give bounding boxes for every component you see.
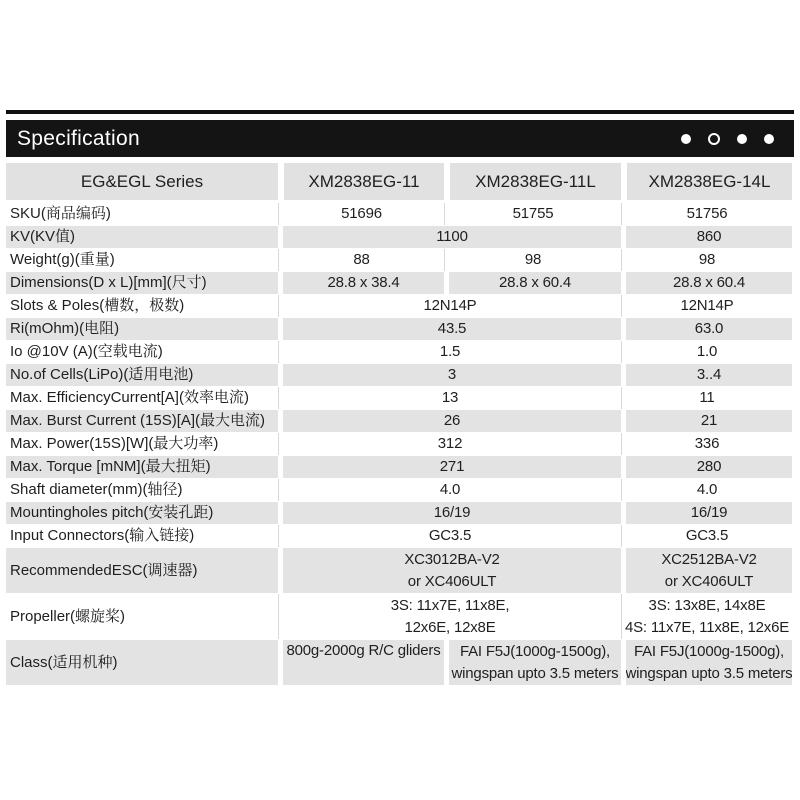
value-cell: 51755	[444, 203, 621, 225]
row-label: Mountingholes pitch(安装孔距)	[6, 502, 278, 524]
spec-row	[6, 341, 794, 363]
value-cell: 1100	[278, 226, 621, 248]
row-label: Max. Power(15S)[W](最大功率)	[6, 433, 278, 455]
value-cell: 98	[621, 249, 792, 271]
spec-row	[6, 479, 794, 501]
value-cell: 16/19	[621, 502, 792, 524]
spec-row	[6, 203, 794, 225]
row-label: KV(KV值)	[6, 226, 278, 248]
row-label: Input Connectors(输入链接)	[6, 525, 278, 547]
value-cell: 1.5	[278, 341, 621, 363]
row-label: RecommendedESC(调速器)	[6, 548, 278, 593]
row-label: SKU(商品编码)	[6, 203, 278, 225]
value-cell: 271	[278, 456, 621, 478]
value-cell: 3..4	[621, 364, 792, 386]
row-label: Shaft diameter(mm)(轴径)	[6, 479, 278, 501]
row-label: Weight(g)(重量)	[6, 249, 278, 271]
row-label: Max. EfficiencyCurrent[A](效率电流)	[6, 387, 278, 409]
value-cell: 28.8 x 60.4	[621, 272, 792, 294]
value-cell: 11	[621, 387, 792, 409]
value-cell: 51696	[278, 203, 444, 225]
dot-outline-icon[interactable]	[708, 133, 720, 145]
value-cell: 3S: 13x8E, 14x8E 4S: 11x7E, 11x8E, 12x6E	[621, 594, 792, 639]
value-cell: 28.8 x 38.4	[278, 272, 444, 294]
value-cell: 13	[278, 387, 621, 409]
value-cell: 312	[278, 433, 621, 455]
spec-row	[6, 456, 794, 478]
value-cell: 12N14P	[278, 295, 621, 317]
value-cell: 800g-2000g R/C gliders	[278, 640, 444, 685]
spec-row	[6, 502, 794, 524]
value-cell: 26	[278, 410, 621, 432]
value-cell: GC3.5	[278, 525, 621, 547]
value-cell: 63.0	[621, 318, 792, 340]
spec-row	[6, 364, 794, 386]
value-cell: 860	[621, 226, 792, 248]
spec-row	[6, 548, 794, 593]
value-cell: 88	[278, 249, 444, 271]
value-cell: 12N14P	[621, 295, 792, 317]
column-header: XM2838EG-14L	[621, 163, 792, 200]
row-label: Dimensions(D x L)[mm](尺寸)	[6, 272, 278, 294]
row-label: Max. Torque [mNM](最大扭矩)	[6, 456, 278, 478]
value-cell: GC3.5	[621, 525, 792, 547]
series-header: EG&EGL Series	[6, 163, 278, 200]
value-cell: 4.0	[621, 479, 792, 501]
row-label: Max. Burst Current (15S)[A](最大电流)	[6, 410, 278, 432]
value-cell: 280	[621, 456, 792, 478]
spec-row	[6, 249, 794, 271]
spec-row	[6, 410, 794, 432]
value-cell: 51756	[621, 203, 792, 225]
spec-row	[6, 387, 794, 409]
spec-table	[6, 163, 794, 685]
value-cell: 98	[444, 249, 621, 271]
row-label: Io @10V (A)(空载电流)	[6, 341, 278, 363]
section-title: Specification	[17, 126, 140, 150]
value-cell: 4.0	[278, 479, 621, 501]
column-header: XM2838EG-11	[278, 163, 444, 200]
value-cell: 43.5	[278, 318, 621, 340]
row-label: Slots & Poles(槽数，极数)	[6, 295, 278, 317]
value-cell: XC3012BA-V2 or XC406ULT	[278, 548, 621, 593]
row-label: Ri(mOhm)(电阻)	[6, 318, 278, 340]
spec-row	[6, 594, 794, 639]
column-header: XM2838EG-11L	[444, 163, 621, 200]
row-label: Propeller(螺旋桨)	[6, 594, 278, 639]
dot-icon[interactable]	[737, 134, 747, 144]
value-cell: 336	[621, 433, 792, 455]
top-rule	[6, 110, 794, 114]
dot-icon[interactable]	[681, 134, 691, 144]
value-cell: 28.8 x 60.4	[444, 272, 621, 294]
value-cell: XC2512BA-V2 or XC406ULT	[621, 548, 792, 593]
spec-row	[6, 295, 794, 317]
table-header-row	[6, 163, 794, 200]
spec-row	[6, 640, 794, 685]
value-cell: 3S: 11x7E, 11x8E, 12x6E, 12x8E	[278, 594, 621, 639]
spec-row	[6, 318, 794, 340]
value-cell: FAI F5J(1000g-1500g), wingspan upto 3.5 meters	[444, 640, 621, 685]
spec-row	[6, 433, 794, 455]
section-header-bar	[6, 120, 794, 157]
pager-dots	[664, 133, 774, 145]
value-cell: 1.0	[621, 341, 792, 363]
row-label: Class(适用机种)	[6, 640, 278, 685]
spec-row	[6, 272, 794, 294]
spec-row	[6, 226, 794, 248]
value-cell: 21	[621, 410, 792, 432]
value-cell: 16/19	[278, 502, 621, 524]
spec-row	[6, 525, 794, 547]
row-label: No.of Cells(LiPo)(适用电池)	[6, 364, 278, 386]
dot-icon[interactable]	[764, 134, 774, 144]
value-cell: FAI F5J(1000g-1500g), wingspan upto 3.5 meters	[621, 640, 792, 685]
value-cell: 3	[278, 364, 621, 386]
